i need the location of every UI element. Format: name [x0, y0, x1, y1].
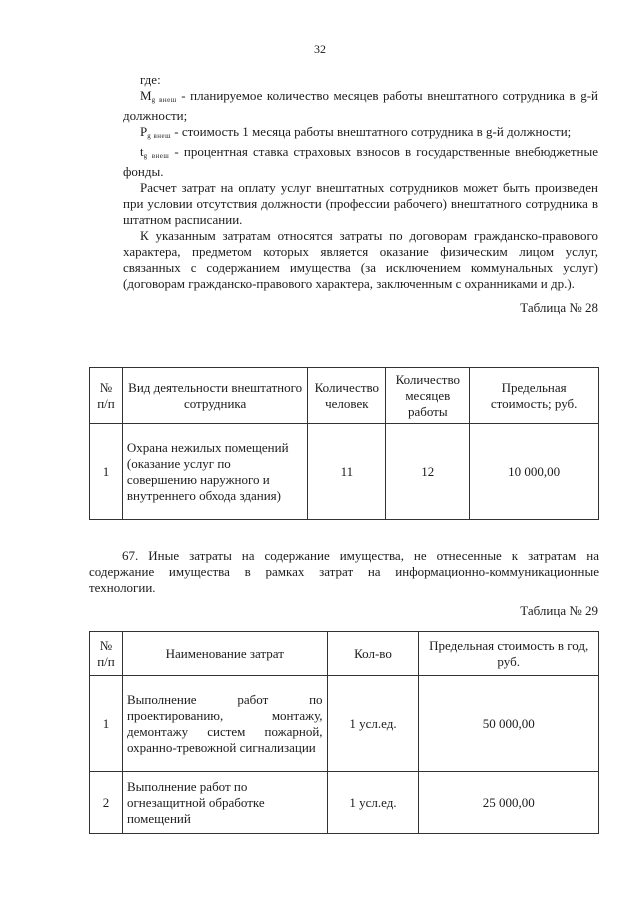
header-num: № п/п — [90, 368, 123, 424]
symbol-t: $t_{g внеш}$ — [140, 144, 170, 160]
definition-p: $P_{g внеш}$ - стоимость 1 месяца работы внештатного сотрудника в g-й должности; — [140, 124, 572, 140]
table-row — [90, 676, 599, 772]
cell-num: 1 — [90, 676, 123, 772]
cell-people: 11 — [308, 424, 386, 520]
header-name: Наименование затрат — [122, 632, 327, 676]
table-29 — [89, 631, 599, 834]
cell-num: 1 — [90, 424, 123, 520]
header-cost: Предельная стоимость в год, руб. — [419, 632, 599, 676]
table-row — [90, 424, 599, 520]
header-activity: Вид деятельности внештатного сотрудника — [122, 368, 307, 424]
table-28-caption: Таблица № 28 — [520, 300, 598, 315]
header-people: Количество человек — [308, 368, 386, 424]
section-67-paragraph: 67. Иные затраты на содержание имущества, не отнесенные к затратам на содержание имущества в рамках затрат на информационно-коммуникационные технологии. — [89, 548, 599, 595]
table-29-header-row — [90, 632, 599, 676]
paragraph-calculation: Расчет затрат на оплату услуг внештатных сотрудников может быть произведен при условии отсутствия должности (профессии рабочего) внештатного сотрудника в штатном расписании. — [123, 180, 598, 227]
cell-months: 12 — [386, 424, 470, 520]
cell-cost: 25 000,00 — [419, 772, 599, 834]
page-number: 32 — [314, 42, 326, 56]
header-cost: Предельная стоимость; руб. — [470, 368, 599, 424]
header-qty: Кол-во — [327, 632, 419, 676]
cell-qty: 1 усл.ед. — [327, 772, 419, 834]
header-num: № п/п — [90, 632, 123, 676]
table-row — [90, 772, 599, 834]
cell-qty: 1 усл.ед. — [327, 676, 419, 772]
table-29-caption: Таблица № 29 — [520, 603, 598, 618]
cell-activity: Охрана нежилых помещений (оказание услуг по совершению наружного и внутреннего обхода здания) — [122, 424, 307, 520]
symbol-m: $M_{g внеш}$ — [140, 88, 177, 104]
cell-cost: 50 000,00 — [419, 676, 599, 772]
table-28-header-row — [90, 368, 599, 424]
cell-num: 2 — [90, 772, 123, 834]
body-text — [123, 72, 598, 316]
where-label: где: — [140, 72, 161, 87]
header-months: Количество месяцев работы — [386, 368, 470, 424]
table-28 — [89, 367, 599, 520]
paragraph-included-costs: К указанным затратам относятся затраты по договорам гражданско-правового характера, предметом которых является оказание физическим лицом услуг, связанных с содержанием имущества (за исключением коммунальных услуг) (договорам гражданско-правового характера, заключенным с охранниками и др.). — [123, 228, 598, 291]
cell-cost: 10 000,00 — [470, 424, 599, 520]
definition-t: $t_{g внеш}$ - процентная ставка страховых взносов в государственные внебюджетные фонды. — [123, 144, 598, 179]
definition-m: $M_{g внеш}$ - планируемое количество месяцев работы внештатного сотрудника в g-й должности; — [123, 88, 598, 123]
symbol-p: $P_{g внеш}$ — [140, 124, 172, 140]
cell-name: Выполнение работ по проектированию, монтажу, демонтажу систем пожарной, охранно-тревожной сигнализации — [122, 676, 327, 772]
cell-name: Выполнение работ по огнезащитной обработке помещений — [122, 772, 327, 834]
